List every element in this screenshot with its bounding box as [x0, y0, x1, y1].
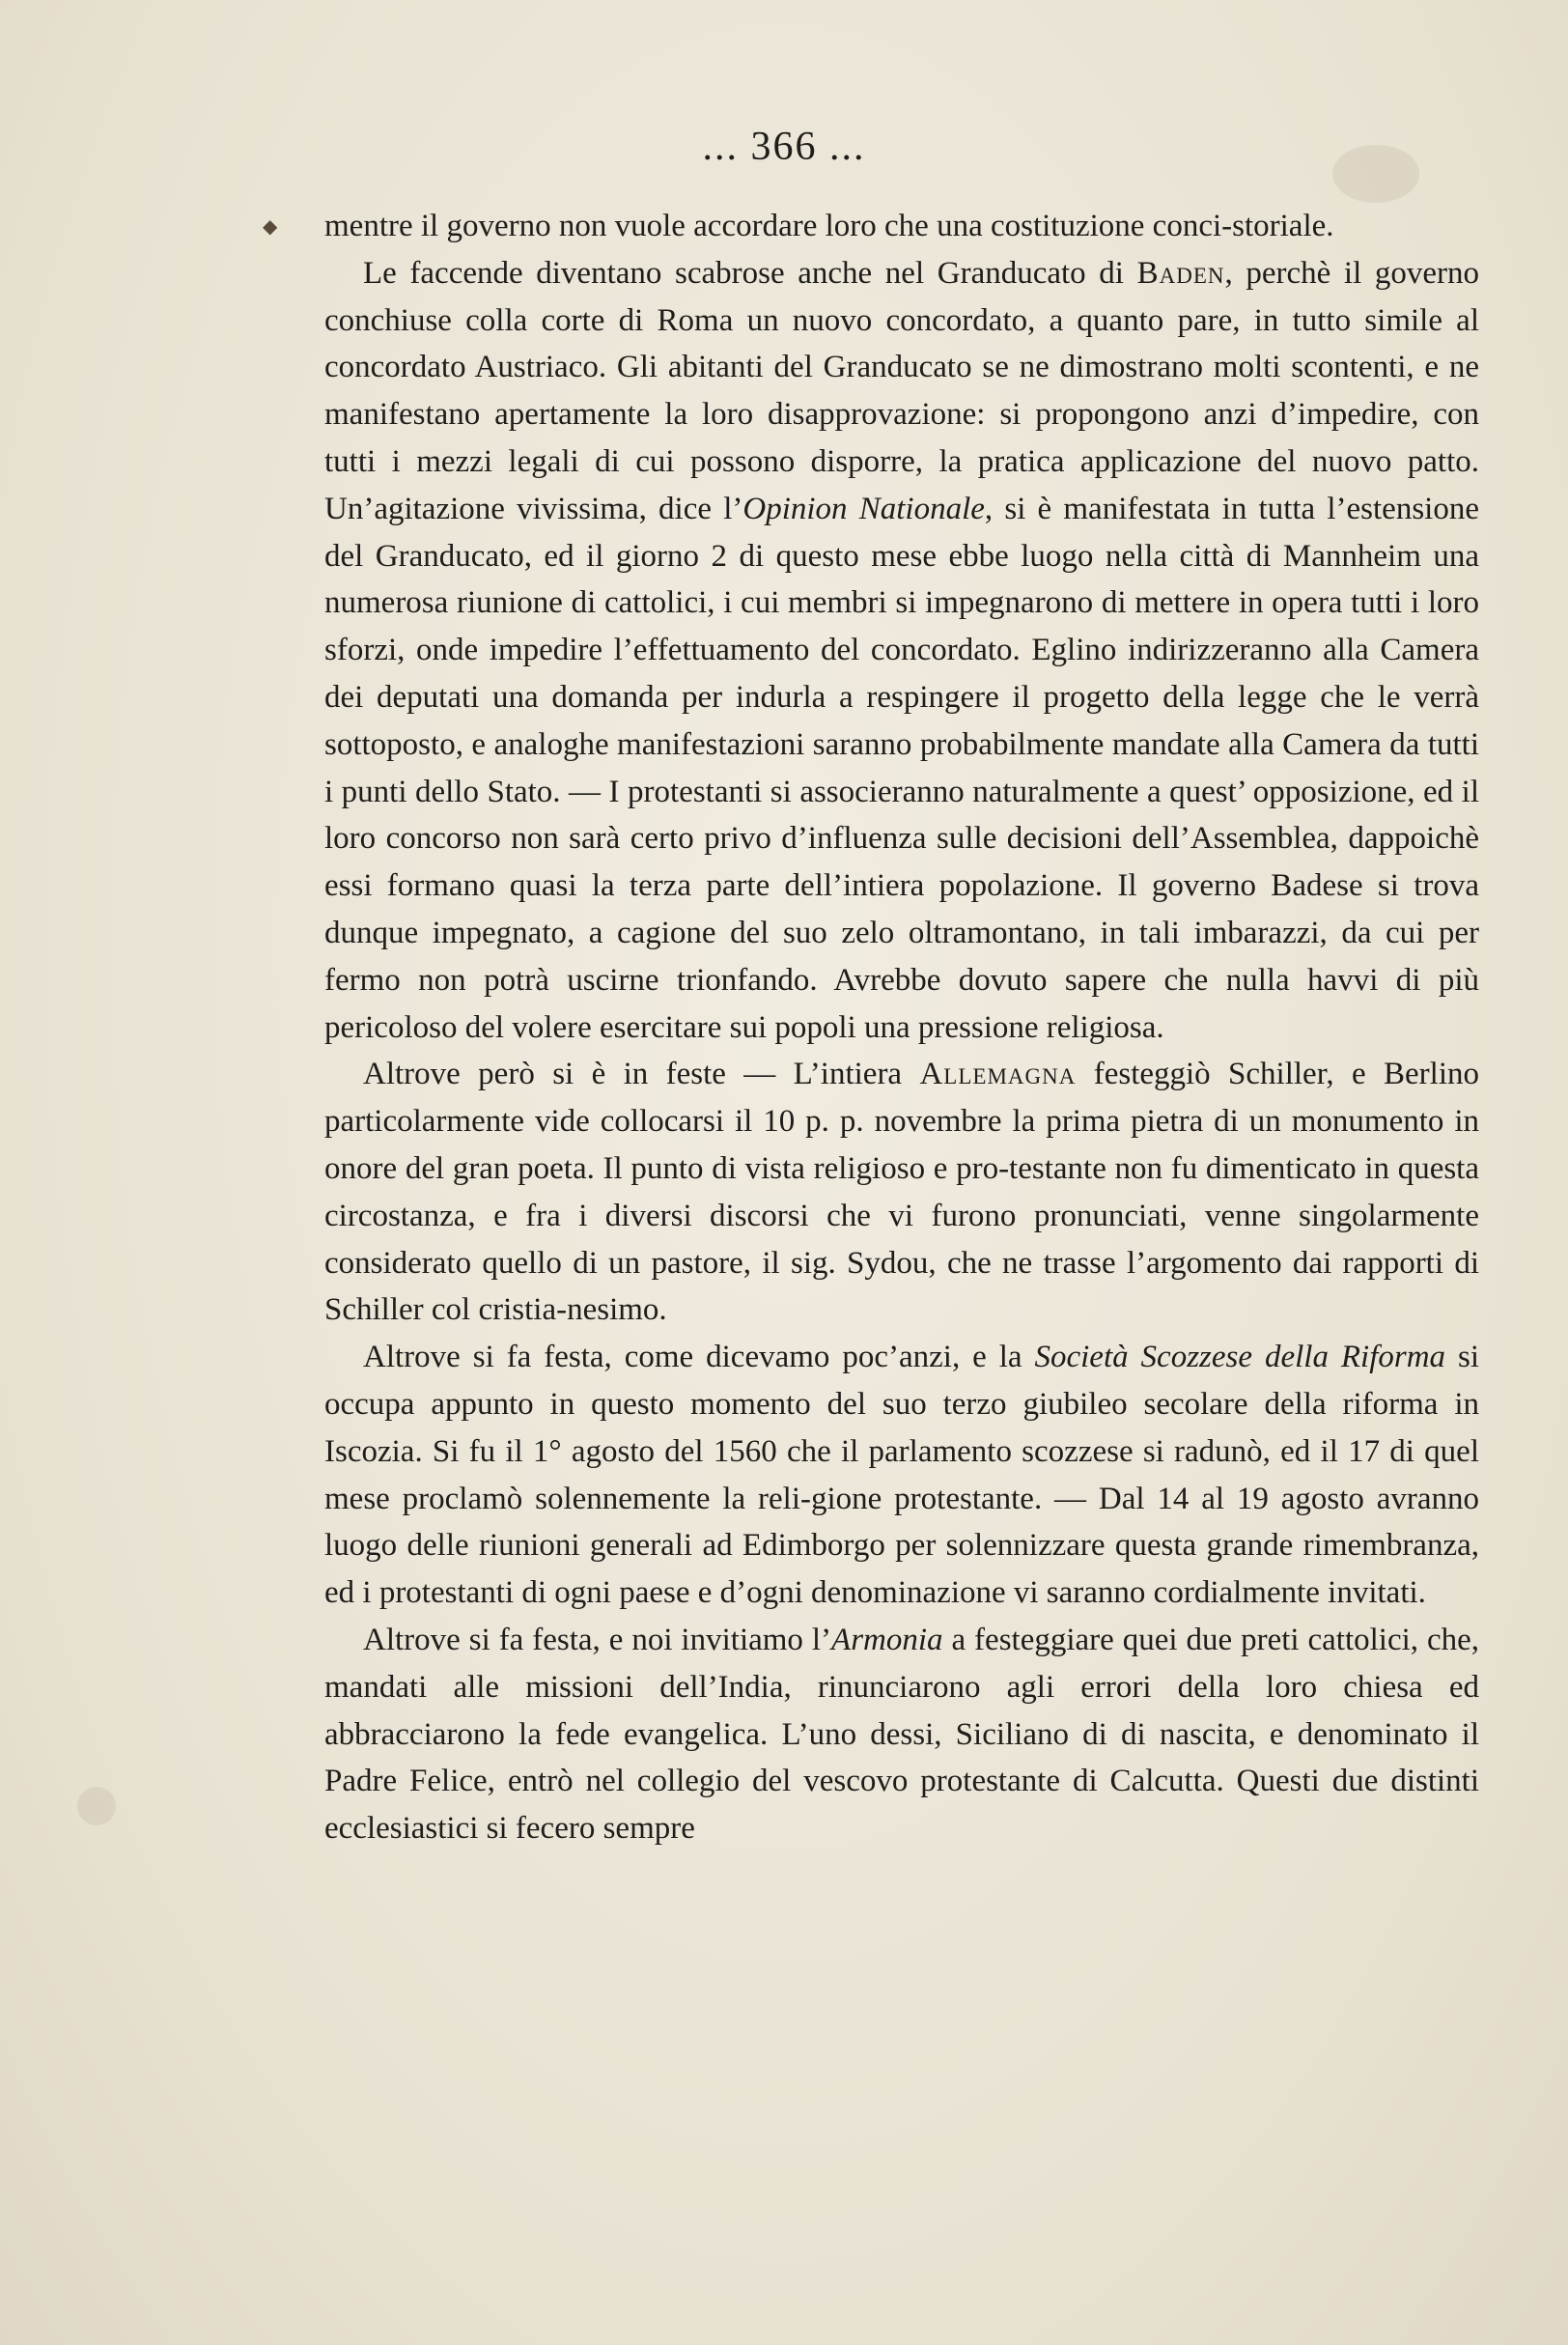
page-stain [77, 1787, 116, 1825]
italic-text: Opinion Nationale [742, 491, 985, 526]
text-run: Altrove si fa festa, come dicevamo poc’anzi, e la [363, 1340, 1035, 1375]
text-run: , si è manifestata in tutta l’estensione del Granducato, ed il giorno 2 di questo mese ebbe luogo nella città di Mannheim una numerosa riunione di cattolici, i cui membri si impegnarono di mettere in opera tutti i loro sforzi, onde impedire l’effettuamento del concordato. Eglino indirizzeranno alla Camera dei deputati una domanda per indurla a respingere il progetto della legge che le verrà sottoposto, e analoghe manifestazioni saranno probabilmente mandate alla Camera da tutti i punti dello Stato. — I protestanti si associeranno naturalmente a quest’ opposizione, ed il loro concorso non sarà certo privo d’influenza sulle decisioni dell’Assemblea, dappoichè essi formano quasi la terza parte dell’intiera popolazione. Il governo Badese si trova dunque impegnato, a cagione del suo zelo oltramontano, in tali imbarazzi, da cui per fermo non potrà uscirne trionfando. Avrebbe dovuto sapere che nulla havvi di più pericoloso del volere esercitare sui popoli una pressione religiosa. [324, 491, 1479, 1045]
text-run: , perchè il governo conchiuse colla corte di Roma un nuovo concordato, a quanto pare, in tutto simile al concordato Austriaco. Gli abitanti del Granducato se ne dimostrano molti scontenti, e ne manifestano apertamente la loro disapprovazione: si propongono anzi d’impedire, con tutti i mezzi legali di cui possono disporre, la pratica applicazione del nuovo patto. Un’agitazione vivissima, dice l’ [324, 255, 1479, 526]
paragraph [324, 1051, 1479, 1334]
text-run: Altrove si fa festa, e noi invitiamo l’ [363, 1622, 832, 1657]
italic-text: Armonia [831, 1622, 943, 1657]
paragraph [324, 203, 1479, 250]
text-run: Le faccende diventano scabrose anche nel Granducato di [363, 255, 1137, 291]
paragraph [324, 250, 1479, 1052]
margin-mark-icon: ◆ [263, 214, 278, 238]
body-text [324, 203, 1479, 1852]
small-caps-text: Baden [1136, 255, 1225, 291]
page-number: ... 366 ... [702, 125, 866, 169]
paragraph [324, 1617, 1479, 1852]
paragraph [324, 1334, 1479, 1617]
text-run: mentre il governo non vuole accordare loro che una costituzione conci-storiale. [324, 209, 1334, 243]
italic-text: Società Scozzese della Riforma [1034, 1340, 1446, 1375]
text-run: a festeggiare quei due preti cattolici, che, mandati alle missioni dell’India, rinunciarono agli errori della loro chiesa ed abbracciarono la fede evangelica. L’uno dessi, Siciliano di di nascita, e denominato il Padre Felice, entrò nel collegio del vescovo protestante di Calcutta. Questi due distinti ecclesiastici si fecero sempre [324, 1622, 1479, 1847]
text-run: si occupa appunto in questo momento del suo terzo giubileo secolare della riforma in Iscozia. Si fu il 1° agosto del 1560 che il parlamento scozzese si radunò, ed il 17 di quel mese proclamò solennemente la reli-gione protestante. — Dal 14 al 19 agosto avranno luogo delle riunioni generali ad Edimborgo per solennizzare questa grande rimembranza, ed i protestanti di ogni paese e d’ogni denominazione vi saranno cordialmente invitati. [324, 1340, 1479, 1611]
text-run: Altrove però si è in feste — L’intiera [363, 1057, 920, 1092]
small-caps-text: Allemagna [919, 1057, 1077, 1092]
text-run: festeggiò Schiller, e Berlino particolarmente vide collocarsi il 10 p. p. novembre la prima pietra di un monumento in onore del gran poeta. Il punto di vista religioso e pro-testante non fu dimenticato in questa circostanza, e fra i diversi discorsi che vi furono pronunciati, venne singolarmente considerato quello di un pastore, il sig. Sydou, che ne trasse l’argomento dai rapporti di Schiller col cristia-nesimo. [324, 1057, 1480, 1328]
